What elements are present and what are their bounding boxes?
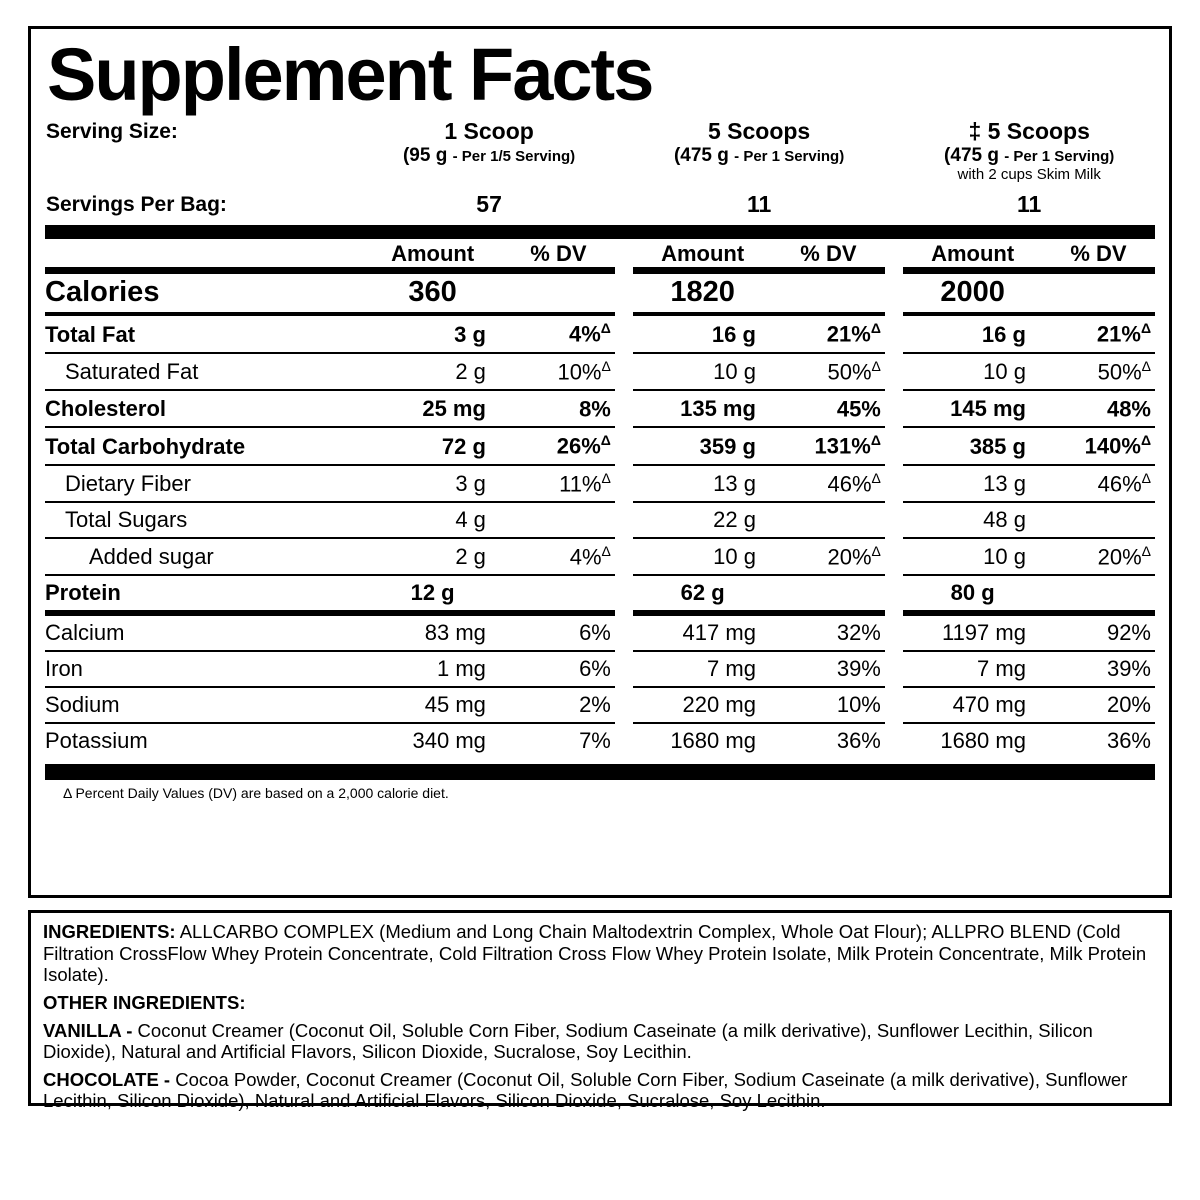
thick-divider-top xyxy=(45,225,1155,239)
row-amount-3: 1680 mg xyxy=(940,728,1026,754)
dv-footnote-marker: Δ xyxy=(1141,469,1151,486)
row-label: Potassium xyxy=(45,728,148,754)
table-row xyxy=(45,687,1155,723)
row-amount-1: 340 mg xyxy=(412,728,486,754)
chocolate-label: CHOCOLATE - xyxy=(43,1068,171,1090)
ingredients-main xyxy=(43,921,1157,986)
row-dv-2: 20%$^\Delta$ xyxy=(772,538,885,575)
table-row xyxy=(45,353,1155,390)
row-dv-1: 2% xyxy=(502,687,615,723)
row-amount-3: 7 mg xyxy=(903,651,1042,687)
row-dv-3: 20%$^\Delta$ xyxy=(1042,538,1155,575)
serving-col-1-heading: 1 Scoop xyxy=(444,118,534,145)
row-amount-1: 3 g xyxy=(363,465,502,502)
row-amount-2: 16 g xyxy=(633,314,772,352)
row-dv-3 xyxy=(1042,274,1155,314)
row-dv-2: 50%$^\Delta$ xyxy=(772,353,885,390)
serving-col-2-sub xyxy=(634,145,884,166)
row-dv-2: 10% xyxy=(772,687,885,723)
header-dv-2: % DV xyxy=(800,241,857,267)
chocolate-ingredients xyxy=(43,1069,1157,1112)
ingredients-text: ALLCARBO COMPLEX (Medium and Long Chain Maltodextrin Complex, Whole Oat Flour); ALLPRO BLEND (Cold Filtration CrossFlow Whey Protein Concentrate, Cold Filtration Cross Flow Whey Protein Isolate, Milk Protein Concentrate, Milk Protein Isolate). xyxy=(43,921,1147,986)
serving-col-3-note: with 2 cups Skim Milk xyxy=(957,166,1101,184)
row-amount-2: 62 g xyxy=(633,575,772,613)
dv-footnote-marker: Δ xyxy=(600,432,611,449)
row-amount-2: 359 g xyxy=(633,427,772,464)
servings-per-bag-label: Servings Per Bag: xyxy=(46,192,227,216)
dv-footnote-marker: Δ xyxy=(871,357,881,374)
double-dagger-icon: ‡ xyxy=(968,118,982,145)
table-row xyxy=(45,465,1155,502)
row-amount-2: 220 mg xyxy=(633,687,772,723)
row-dv-2 xyxy=(772,575,885,613)
supplement-facts-panel xyxy=(28,26,1172,898)
row-amount-2: 135 mg xyxy=(633,390,772,427)
serving-size-label: Serving Size: xyxy=(46,120,178,144)
dv-footnote-marker: Δ xyxy=(600,320,611,337)
row-dv-1 xyxy=(502,575,615,613)
row-dv-2: 46%$^\Delta$ xyxy=(772,465,885,502)
dv-footnote-marker: Δ xyxy=(1140,432,1151,449)
row-amount-2: 1680 mg xyxy=(670,728,756,754)
row-amount-1: 360 xyxy=(363,274,502,314)
header-rule-3 xyxy=(903,267,1155,274)
row-label: Cholesterol xyxy=(45,390,363,427)
row-dv-2: 131%$^\Delta$ xyxy=(772,427,885,464)
servings-per-bag-col-2: 11 xyxy=(746,191,772,218)
dv-footnote-marker: Δ xyxy=(601,357,611,374)
servings-per-bag-col-3: 11 xyxy=(1017,191,1042,218)
serving-col-3-weight: (475 g xyxy=(944,145,999,167)
row-amount-3: 48 g xyxy=(903,502,1042,538)
row-label: Calcium xyxy=(45,613,363,651)
ingredients-panel xyxy=(28,910,1172,1112)
row-amount-3: 385 g xyxy=(903,427,1042,464)
row-dv-2: 36% xyxy=(836,728,881,754)
row-dv-3: 20% xyxy=(1042,687,1155,723)
row-dv-2 xyxy=(772,502,885,538)
table-row xyxy=(45,613,1155,651)
row-dv-1: 10%$^\Delta$ xyxy=(502,353,615,390)
serving-col-2 xyxy=(633,118,885,185)
row-amount-3: 10 g xyxy=(903,538,1042,575)
row-label: Total Carbohydrate xyxy=(45,427,363,464)
row-label: Added sugar xyxy=(45,538,363,575)
vanilla-label: VANILLA - xyxy=(43,1019,133,1041)
chocolate-text: Cocoa Powder, Coconut Creamer (Coconut Oil, Soluble Corn Fiber, Sodium Caseinate (a milk derivative), Sunflower Lecithin, Silicon Dioxide), Natural and Artificial Flavors, Silicon Dioxide, Sucralose, Soy Lecithin. xyxy=(43,1068,1128,1112)
dv-footnote-marker: Δ xyxy=(1141,357,1151,374)
row-dv-3: 92% xyxy=(1042,613,1155,651)
row-dv-2: 45% xyxy=(772,390,885,427)
row-label: Sodium xyxy=(45,687,363,723)
row-amount-1: 1 mg xyxy=(363,651,502,687)
row-dv-3: 48% xyxy=(1042,390,1155,427)
table-row xyxy=(45,723,1155,758)
vanilla-text: Coconut Creamer (Coconut Oil, Soluble Corn Fiber, Sodium Caseinate (a milk derivative), Sunflower Lecithin, Silicon Dioxide), Natural and Artificial Flavors, Silicon Dioxide, Sucralose, Soy Lecithin. xyxy=(43,1019,1093,1063)
other-ingredients-label: OTHER INGREDIENTS: xyxy=(43,991,246,1013)
row-dv-3: 39% xyxy=(1042,651,1155,687)
row-dv-1: 7% xyxy=(579,728,611,754)
row-label: Total Sugars xyxy=(45,502,363,538)
row-amount-2: 10 g xyxy=(633,353,772,390)
row-amount-3: 13 g xyxy=(903,465,1042,502)
header-rule-label xyxy=(45,267,363,274)
row-amount-1: 72 g xyxy=(363,427,502,464)
row-dv-2 xyxy=(772,274,885,314)
servings-per-bag-row xyxy=(45,185,1155,219)
column-header-row xyxy=(45,241,1155,267)
table-row xyxy=(45,314,1155,352)
row-amount-3: 145 mg xyxy=(903,390,1042,427)
table-row xyxy=(45,427,1155,464)
row-dv-3: 21%$^\Delta$ xyxy=(1042,314,1155,352)
vanilla-ingredients xyxy=(43,1020,1157,1063)
servings-per-bag-col-1: 57 xyxy=(476,191,502,218)
nutrition-table xyxy=(45,241,1155,758)
ingredients-label: INGREDIENTS: xyxy=(43,921,176,942)
dv-footnote-marker: Δ xyxy=(870,320,881,337)
serving-info-table xyxy=(45,118,1155,219)
row-amount-2: 10 g xyxy=(633,538,772,575)
dv-footnote-marker: Δ xyxy=(601,469,611,486)
row-dv-1: 11%$^\Delta$ xyxy=(502,465,615,502)
row-dv-1: 8% xyxy=(502,390,615,427)
dv-footnote-marker: Δ xyxy=(1141,542,1151,559)
row-amount-3: 16 g xyxy=(903,314,1042,352)
row-dv-1 xyxy=(502,502,615,538)
table-row xyxy=(45,538,1155,575)
row-dv-1: 4%$^\Delta$ xyxy=(502,538,615,575)
serving-col-2-weight: (475 g xyxy=(673,145,729,167)
dv-footnote-marker: Δ xyxy=(1140,320,1151,337)
dv-footnote-marker: Δ xyxy=(601,542,611,559)
dv-footnote-marker: Δ xyxy=(870,432,881,449)
row-label: Saturated Fat xyxy=(45,353,363,390)
row-label: Protein xyxy=(45,575,363,613)
row-amount-2: 7 mg xyxy=(633,651,772,687)
row-dv-1: 6% xyxy=(502,651,615,687)
row-dv-3: 140%$^\Delta$ xyxy=(1042,427,1155,464)
table-row xyxy=(45,575,1155,613)
table-row xyxy=(45,390,1155,427)
serving-size-row xyxy=(45,118,1155,185)
row-amount-1: 4 g xyxy=(363,502,502,538)
serving-col-3-sub xyxy=(904,145,1154,166)
row-amount-1: 83 mg xyxy=(363,613,502,651)
serving-col-1-detail: - Per 1/5 Serving) xyxy=(452,148,576,166)
table-row xyxy=(45,274,1155,314)
serving-col-1-sub xyxy=(364,145,614,166)
row-amount-3: 2000 xyxy=(903,274,1042,314)
row-dv-3: 50%$^\Delta$ xyxy=(1042,353,1155,390)
row-amount-3: 470 mg xyxy=(903,687,1042,723)
row-dv-2: 39% xyxy=(772,651,885,687)
row-dv-3: 36% xyxy=(1106,728,1151,754)
serving-col-1 xyxy=(363,118,615,185)
row-amount-1: 2 g xyxy=(363,353,502,390)
row-dv-1 xyxy=(502,274,615,314)
serving-col-2-detail: - Per 1 Serving) xyxy=(734,148,845,166)
serving-col-2-heading: 5 Scoops xyxy=(707,118,811,145)
row-amount-1: 3 g xyxy=(363,314,502,352)
row-dv-1: 26%$^\Delta$ xyxy=(502,427,615,464)
serving-col-3 xyxy=(903,118,1155,185)
header-amount-2: Amount xyxy=(661,241,745,267)
row-dv-1: 6% xyxy=(502,613,615,651)
row-amount-2: 1820 xyxy=(633,274,772,314)
row-amount-2: 417 mg xyxy=(633,613,772,651)
header-dv-1: % DV xyxy=(530,241,587,267)
serving-col-1-weight: (95 g xyxy=(402,145,448,167)
row-dv-1: 4%$^\Delta$ xyxy=(502,314,615,352)
row-dv-3 xyxy=(1042,575,1155,613)
page-title: Supplement Facts xyxy=(47,33,653,116)
row-amount-2: 22 g xyxy=(633,502,772,538)
row-dv-3 xyxy=(1042,502,1155,538)
row-amount-1: 2 g xyxy=(363,538,502,575)
serving-col-3-detail: - Per 1 Serving) xyxy=(1004,148,1115,166)
header-amount-1: Amount xyxy=(391,241,475,267)
header-spacer xyxy=(45,241,363,267)
row-amount-3: 10 g xyxy=(903,353,1042,390)
row-label: Total Fat xyxy=(45,314,363,352)
header-amount-3: Amount xyxy=(931,241,1015,267)
row-amount-1: 12 g xyxy=(363,575,502,613)
row-amount-2: 13 g xyxy=(633,465,772,502)
header-dv-3: % DV xyxy=(1070,241,1127,267)
row-dv-3: 46%$^\Delta$ xyxy=(1042,465,1155,502)
row-amount-1: 45 mg xyxy=(363,687,502,723)
table-row xyxy=(45,651,1155,687)
row-label: Dietary Fiber xyxy=(45,465,363,502)
serving-col-3-heading-text: 5 Scoops xyxy=(987,118,1090,145)
daily-value-footnote: Δ Percent Daily Values (DV) are based on a 2,000 calorie diet. xyxy=(63,785,449,802)
serving-col-3-heading xyxy=(904,119,1154,145)
thick-divider-bottom xyxy=(45,764,1155,780)
header-underline-row xyxy=(45,267,1155,274)
row-dv-2: 21%$^\Delta$ xyxy=(772,314,885,352)
row-amount-3: 80 g xyxy=(903,575,1042,613)
dv-footnote-marker: Δ xyxy=(871,542,881,559)
dv-footnote-marker: Δ xyxy=(871,469,881,486)
row-label: Iron xyxy=(45,651,363,687)
row-amount-1: 25 mg xyxy=(363,390,502,427)
header-rule-1 xyxy=(363,267,615,274)
row-amount-3: 1197 mg xyxy=(903,613,1042,651)
row-dv-2: 32% xyxy=(772,613,885,651)
header-rule-2 xyxy=(633,267,885,274)
row-label: Calories xyxy=(45,274,363,314)
table-row xyxy=(45,502,1155,538)
